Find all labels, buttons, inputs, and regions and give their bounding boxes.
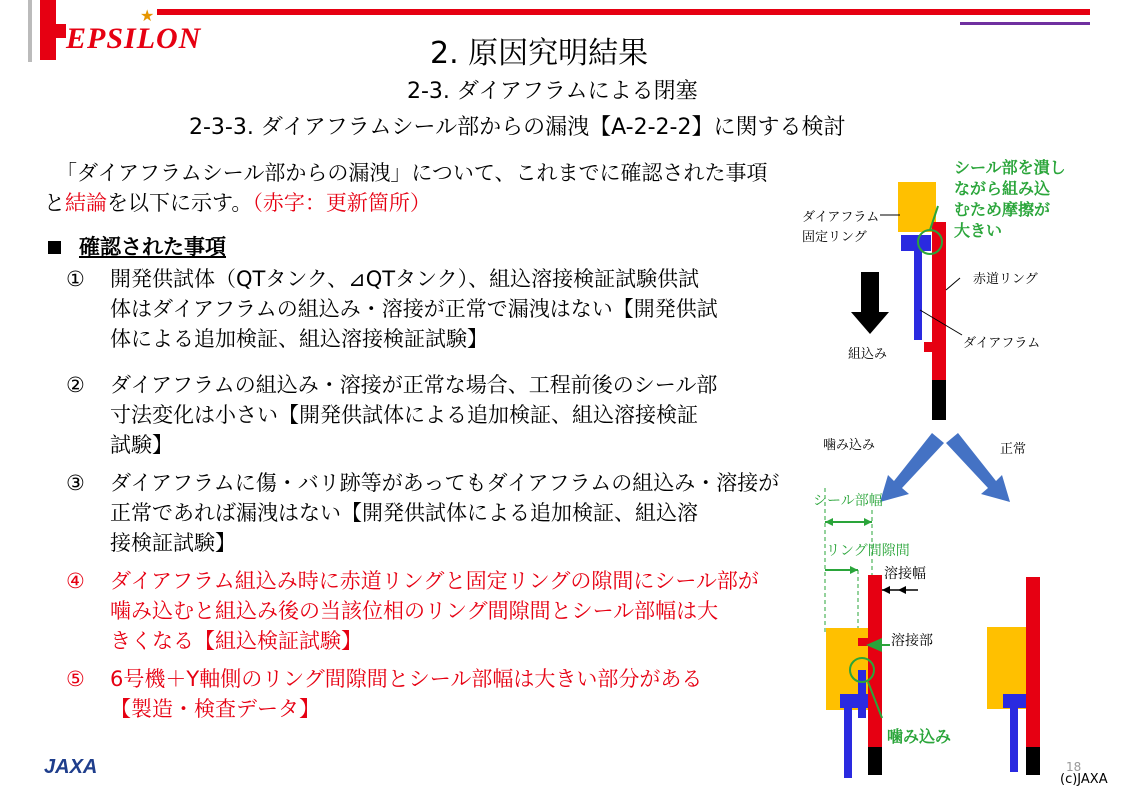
- friction-note: シール部を潰し ながら組み込 むため摩擦が 大きい: [954, 158, 1066, 240]
- diaphragm-blue: [914, 250, 922, 340]
- page-number: 18: [1066, 760, 1082, 774]
- normal-diaphragm-blue: [1010, 706, 1018, 772]
- item-line: ダイアフラムに傷・バリ跡等があってもダイアフラムの組込み・溶接が: [110, 471, 780, 495]
- detail-diaphragm-blue-2: [858, 670, 866, 718]
- subtitle-2: 2-3-3. ダイアフラムシール部からの漏洩【A-2-2-2】に関する検討: [189, 115, 846, 140]
- item-line: 体はダイアフラムの組込み・溶接が正常で漏洩はない【開発供試: [110, 297, 718, 321]
- list-item: [66, 264, 796, 354]
- list-item: [66, 566, 796, 656]
- logo-mark-bar: [40, 24, 66, 38]
- fixed-ring-yellow: [898, 182, 936, 232]
- equator-ring-red: [932, 222, 946, 380]
- item-number: ⑤: [66, 667, 85, 691]
- assembly-label: 組込み: [848, 347, 888, 362]
- item-line: 試験】: [110, 433, 173, 457]
- subtitle-1: 2-3. ダイアフラムによる閉塞: [407, 79, 698, 104]
- list-item: [66, 664, 796, 724]
- ring-gap-label: リング間隙間: [826, 543, 910, 559]
- logo-star-icon: ★: [140, 6, 155, 25]
- item-line: 噛み込むと組込み後の当該位相のリング間隙間とシール部幅は大: [110, 599, 719, 623]
- intro-update-note: （赤字：更新箇所）: [252, 191, 431, 215]
- bite-detail-label: 噛み込み: [887, 727, 952, 746]
- intro-text: [44, 158, 804, 218]
- item-line: 正常であれば漏洩はない【開発供試体による追加検証、組込溶: [110, 501, 698, 525]
- page-title: 2. 原因究明結果: [430, 36, 649, 71]
- detail-diaphragm-blue: [844, 706, 852, 778]
- item-line: 【製造・検査データ】: [110, 697, 320, 721]
- header-red-bar: [157, 9, 1090, 15]
- intro-line-1: 「ダイアフラムシール部からの漏洩」について、これまでに確認された事項: [56, 161, 768, 185]
- fixed-ring-label: ダイアフラム 固定リング: [802, 210, 880, 245]
- item-number: ④: [66, 569, 85, 593]
- epsilon-logo: EPSILON: [66, 22, 202, 55]
- list-item: [66, 468, 796, 558]
- detail-equator-ring-black: [868, 747, 882, 775]
- item-line: きくなる【組込検証試験】: [110, 629, 362, 653]
- list-item: [66, 370, 796, 460]
- equator-ring-red-tab: [924, 342, 934, 352]
- equator-ring-black: [932, 380, 946, 420]
- item-number: ①: [66, 267, 85, 291]
- equator-ring-label: 赤道リング: [973, 272, 1038, 287]
- normal-equator-ring-red: [1026, 577, 1040, 749]
- intro-line-2: と結論を以下に示す。（赤字：更新箇所）: [44, 191, 431, 215]
- weld-label: 溶接部: [891, 633, 933, 649]
- bite-label: 噛み込み: [823, 438, 876, 453]
- assembly-arrow: [851, 272, 889, 334]
- bite-branch-arrow: [880, 433, 944, 502]
- item-line: ダイアフラム組込み時に赤道リングと固定リングの隙間にシール部が: [110, 569, 759, 593]
- item-line: 接検証試験】: [110, 531, 236, 555]
- header-gray-bar: [28, 0, 32, 62]
- bullet-square-icon: [48, 241, 61, 254]
- weld-width-label: 溶接幅: [884, 566, 926, 582]
- copyright: (c)JAXA: [1060, 772, 1108, 787]
- section-heading: 確認された事項: [48, 232, 226, 262]
- item-line: 寸法変化は小さい【開発供試体による追加検証、組込溶接検証: [110, 403, 698, 427]
- normal-label: 正常: [1000, 442, 1027, 457]
- item-number: ②: [66, 373, 85, 397]
- seal-width-label: シール部幅: [813, 493, 883, 509]
- normal-ring-blue: [1003, 694, 1029, 708]
- item-line: 6号機＋Y軸側のリング間隙間とシール部幅は大きい部分がある: [110, 667, 703, 691]
- fixed-ring-blue: [901, 235, 931, 251]
- item-line: 開発供試体（QTタンク、⊿QTタンク）、組込溶接検証試験供試: [110, 267, 700, 291]
- jaxa-logo: JAXA: [44, 756, 98, 778]
- item-number: ③: [66, 471, 85, 495]
- item-line: 体による追加検証、組込溶接検証試験】: [110, 327, 488, 351]
- diaphragm-label: ダイアフラム: [963, 336, 1041, 351]
- header-purple-bar: [960, 22, 1090, 25]
- intro-conclusion: 結論: [65, 191, 107, 215]
- normal-equator-ring-black: [1026, 747, 1040, 775]
- item-line: ダイアフラムの組込み・溶接が正常な場合、工程前後のシール部: [110, 373, 718, 397]
